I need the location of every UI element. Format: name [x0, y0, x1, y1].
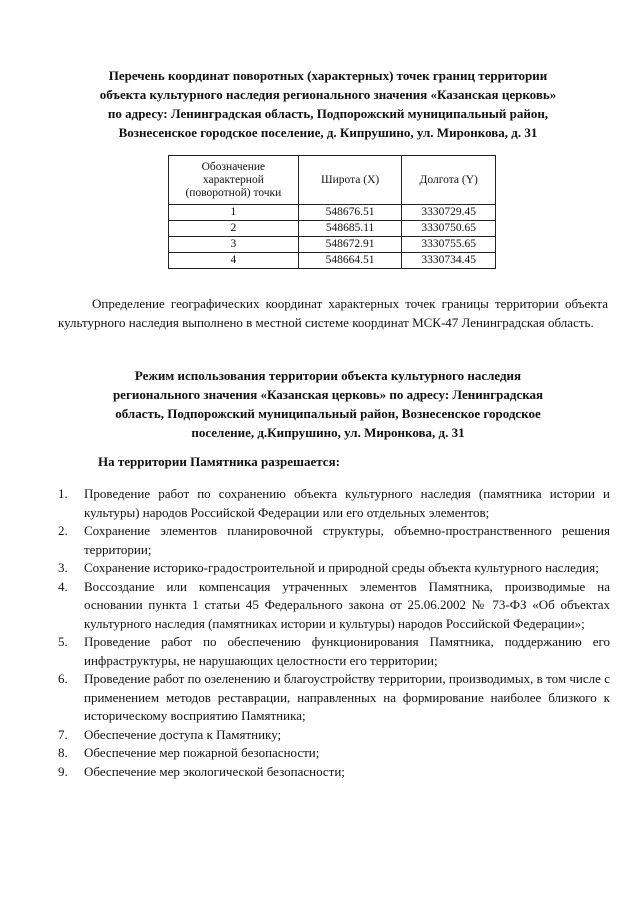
list-item: [58, 559, 610, 578]
cell-point: 3: [169, 237, 299, 253]
list-item: [58, 633, 610, 670]
allowed-list: [58, 485, 610, 781]
cell-latitude: 548685.11: [298, 221, 402, 237]
list-number: 3.: [58, 560, 68, 575]
coordinate-system-paragraph: Определение географических координат характерных точек границы территории объекта культурного наследия выполнено в местной системе координат МСК-47 Ленинградская область.: [58, 296, 608, 330]
list-text: Сохранение элементов планировочной структуры, объемно-пространственного решения территории;: [84, 523, 610, 557]
coordinates-table: [168, 155, 496, 269]
header-longitude: Долгота (Y): [402, 156, 496, 205]
list-number: 9.: [58, 763, 68, 779]
cell-latitude: 548676.51: [298, 205, 402, 221]
allowed-heading: На территории Памятника разрешается:: [98, 454, 340, 469]
list-item: [58, 485, 610, 522]
list-number: 7.: [58, 726, 68, 742]
list-text: Проведение работ по озеленению и благоустройству территории, производимых, в том числе с применением методов реставрации, направленных на формирование наиболее близкого к историческому восприятию Памятника;: [84, 671, 610, 723]
list-text: Сохранение историко-градостроительной и природной среды объекта культурного наследия;: [84, 560, 599, 575]
list-text: Обеспечение мер пожарной безопасности;: [84, 745, 320, 760]
list-item: [58, 763, 610, 782]
list-text: Проведение работ по обеспечению функционирования Памятника, поддержанию его инфраструктуры, не нарушающих целостности его территории;: [84, 634, 610, 668]
list-number: 4.: [58, 578, 68, 594]
list-item: [58, 578, 610, 634]
table-row: [169, 205, 496, 221]
list-item: [58, 744, 610, 763]
list-number: 2.: [58, 523, 68, 538]
table-row: [169, 237, 496, 253]
cell-longitude: 3330734.45: [402, 253, 496, 269]
coordinates-title: Перечень координат поворотных (характерных) точек границ территории объекта культурного наследия регионального значения «Казанская церковь» по адресу: Ленинградская область, Подпорожский муниципальный район, Вознесенское городское поселение, д. Кипрушино, ул. Миронкова, д. 31: [99, 68, 557, 140]
list-text: Обеспечение доступа к Памятнику;: [84, 726, 282, 742]
header-latitude: Широта (X): [298, 156, 402, 205]
cell-point: 1: [169, 205, 299, 221]
list-number: 5.: [58, 634, 68, 649]
cell-point: 4: [169, 253, 299, 269]
table-row: [169, 221, 496, 237]
list-text: Проведение работ по сохранению объекта культурного наследия (памятника истории и культуры) народов Российской Федерации или его отдельных элементов;: [84, 486, 610, 520]
list-item: [58, 670, 610, 726]
header-point: Обозначение характерной (поворотной) точки: [169, 156, 299, 205]
table-header-row: [169, 156, 496, 205]
cell-point: 2: [169, 221, 299, 237]
cell-latitude: 548664.51: [298, 253, 402, 269]
cell-latitude: 548672.91: [298, 237, 402, 253]
list-text: Воссоздание или компенсация утраченных элементов Памятника, производимые на основании пункта 1 статьи 45 Федерального закона от 25.06.2002 № 73-ФЗ «Об объектах культурного наследия (памятниках истории и культуры) народов Российской Федерации»;: [84, 578, 610, 631]
usage-regime-title: Режим использования территории объекта культурного наследия регионального значения «Казанская церковь» по адресу: Ленинградская область, Подпорожский муниципальный район, Вознесенское городское поселение, д.Кипрушино, ул. Миронкова, д. 31: [112, 368, 544, 440]
list-number: 6.: [58, 671, 68, 686]
list-text: Обеспечение мер экологической безопасности;: [84, 763, 345, 779]
list-item: [58, 522, 610, 559]
table-row: [169, 253, 496, 269]
list-number: 1.: [58, 486, 68, 501]
list-item: [58, 726, 610, 745]
cell-longitude: 3330755.65: [402, 237, 496, 253]
cell-longitude: 3330750.65: [402, 221, 496, 237]
list-number: 8.: [58, 745, 68, 760]
cell-longitude: 3330729.45: [402, 205, 496, 221]
